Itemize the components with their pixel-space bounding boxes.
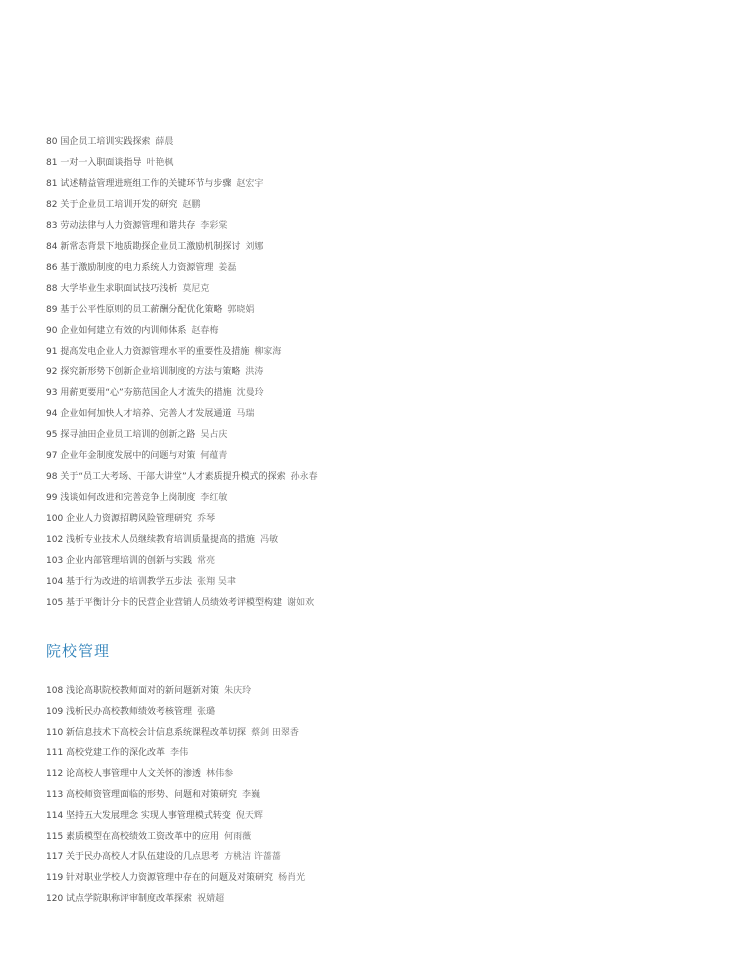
article-author: 郭晓娟 [227,304,255,315]
toc-entry [46,685,251,697]
toc-entry [46,768,233,780]
article-title: 基于激励制度的电力系统人力资源管理 [60,262,214,273]
page-number: 82 [46,199,61,210]
article-author: 沈曼玲 [236,388,264,399]
article-author: 乔琴 [197,514,216,525]
article-title: 针对职业学校人力资源管理中存在的问题及对策研究 [66,873,274,884]
toc-entry [46,810,263,822]
article-author: 薛晨 [155,137,174,147]
toc-entry [46,366,263,378]
toc-entry [46,199,200,211]
toc-entry [46,872,305,884]
toc-entry [46,262,236,274]
toc-entry [46,534,278,546]
article-author: 谢如欢 [287,597,315,608]
page-number: 102 [46,535,67,546]
toc-entry [46,893,224,905]
page-number: 81 [46,178,61,189]
toc-entry [46,555,215,567]
article-author: 林伟参 [206,769,234,780]
page-number: 113 [46,790,67,800]
page-number: 112 [46,769,67,780]
page-number: 88 [46,283,61,294]
article-title: 探究新形势下创新企业培训制度的方法与策略 [60,367,241,378]
toc-entry [46,346,281,358]
article-title: 新常态背景下地质勘探企业员工激励机制探讨 [60,241,241,252]
page-number: 111 [46,748,67,759]
article-title: 浅析专业技术人员继续教育培训质量提高的措施 [66,535,256,546]
toc-entry [46,220,227,232]
page-number: 90 [46,325,61,336]
toc-entry [46,450,227,462]
article-author: 张翔 吴聿 [197,576,236,587]
article-author: 柳家海 [254,346,282,357]
page-number: 80 [46,137,61,147]
toc-entry [46,178,263,190]
article-author: 倪天辉 [235,810,263,821]
article-title: 新信息技术下高校会计信息系统课程改革切探 [66,727,247,738]
toc-entry [46,136,173,148]
toc-entry [46,597,314,609]
page-number: 98 [46,472,61,483]
article-author: 李彩棠 [200,220,228,231]
article-title: 企业如何加快人才培养、完善人才发展通道 [60,409,232,420]
page-number: 120 [46,894,67,904]
article-title: 基于公平性原则的员工薪酬分配优化策略 [60,304,223,315]
article-title: 企业年金制度发展中的问题与对策 [60,451,196,462]
article-author: 方桃洁 许蔷蔷 [224,852,281,863]
article-author: 蔡剑 田翠香 [251,727,299,738]
page-number: 110 [46,727,67,738]
article-title: 关于民办高校人才队伍建设的几点思考 [66,852,220,863]
page-number: 115 [46,831,67,842]
article-author: 马瑞 [236,409,255,420]
page-number: 95 [46,430,61,441]
page-number: 89 [46,304,61,315]
article-title: 基于平衡计分卡的民营企业营销人员绩效考评模型构建 [66,597,283,608]
article-title: 国企员工培训实践探索 [60,137,151,147]
article-title: 关于“员工大考场、干部大讲堂”人才素质提升模式的探索 [60,472,286,483]
page-number: 119 [46,873,67,884]
page-number: 103 [46,556,67,566]
toc-entry [46,283,209,295]
toc-entry [46,408,254,420]
page-number: 104 [46,576,67,587]
toc-entry [46,727,299,739]
article-title: 高校党建工作的深化改革 [66,748,166,759]
article-author: 杨肖光 [278,873,306,884]
article-author: 孙永春 [290,472,318,483]
page-number: 105 [46,597,67,608]
toc-entry [46,747,188,759]
page-number: 91 [46,346,61,357]
article-author: 常亮 [197,556,216,566]
toc-entry [46,387,264,399]
page-number: 84 [46,241,61,252]
toc-entry [46,706,215,718]
article-author: 李巍 [242,790,261,800]
article-author: 何雨薇 [224,831,252,842]
toc-entry [46,471,318,483]
page-number: 117 [46,852,67,863]
article-title: 劳动法律与人力资源管理和谐共存 [60,220,196,231]
article-title: 试述精益管理进班组工作的关键环节与步骤 [60,178,232,189]
toc-entry [46,241,263,253]
article-title: 关于企业员工培训开发的研究 [60,199,178,210]
article-author: 李伟 [170,748,189,759]
article-title: 素质模型在高校绩效工资改革中的应用 [66,831,220,842]
page-number: 83 [46,220,61,231]
article-author: 何蕴青 [200,451,228,462]
article-title: 论高校人事管理中人文关怀的渗透 [66,769,202,780]
page-number: 81 [46,157,61,168]
article-author: 朱庆玲 [224,686,252,696]
article-author: 姜磊 [218,262,237,273]
article-title: 浅论高职院校教师面对的新问题新对策 [66,686,220,696]
article-title: 企业如何建立有效的内训师体系 [60,325,187,336]
article-author: 吴占庆 [200,430,228,441]
page-number: 94 [46,409,61,420]
article-author: 祝婧超 [197,894,225,904]
article-title: 企业内部管理培训的创新与实践 [66,556,193,566]
toc-entry [46,304,254,316]
toc-entry [46,513,215,525]
article-title: 基于行为改进的培训教学五步法 [66,576,193,587]
article-title: 提高发电企业人力资源管理水平的重要性及措施 [60,346,250,357]
toc-entry [46,429,227,441]
page-number: 108 [46,686,67,696]
page-number: 93 [46,388,61,399]
article-author: 洪涛 [245,367,264,378]
article-author: 赵宏宇 [236,178,264,189]
article-title: 试点学院职称评审制度改革探索 [66,894,193,904]
article-title: 坚持五大发展理念 实现人事管理模式转变 [66,810,231,821]
article-title: 探寻油田企业员工培训的创新之路 [60,430,196,441]
article-author: 刘娜 [245,241,264,252]
page-number: 99 [46,493,61,504]
article-title: 浅谈如何改进和完善竞争上岗制度 [60,493,196,504]
article-author: 冯敏 [260,535,279,546]
article-author: 赵鹏 [182,199,201,210]
article-title: 企业人力资源招聘风险管理研究 [66,514,193,525]
article-title: 浅析民办高校教师绩效考核管理 [66,706,193,717]
toc-entry [46,492,227,504]
toc-entry [46,576,236,588]
article-author: 叶艳枫 [146,157,174,168]
page-number: 97 [46,451,61,462]
article-title: 用薪更要用“心”夯筋范国企人才流失的措施 [60,388,232,399]
page-number: 92 [46,367,61,378]
article-title: 一对一入职面谈指导 [60,157,142,168]
toc-entry [46,831,251,843]
page-number: 114 [46,810,67,821]
toc-entry [46,325,218,337]
article-author: 李红敏 [200,493,228,504]
page-number: 100 [46,514,67,525]
article-author: 赵春梅 [191,325,219,336]
toc-entry [46,789,260,801]
article-title: 高校师资管理面临的形势、问题和对策研究 [66,790,238,800]
article-author: 莫尼克 [182,283,210,294]
article-author: 张璐 [197,706,216,717]
toc-entry [46,851,281,863]
page-number: 86 [46,262,61,273]
section-heading-college-management: 院校管理 [46,642,111,660]
page-number: 109 [46,706,67,717]
toc-entry [46,157,173,169]
article-title: 大学毕业生求职面试技巧浅析 [60,283,178,294]
